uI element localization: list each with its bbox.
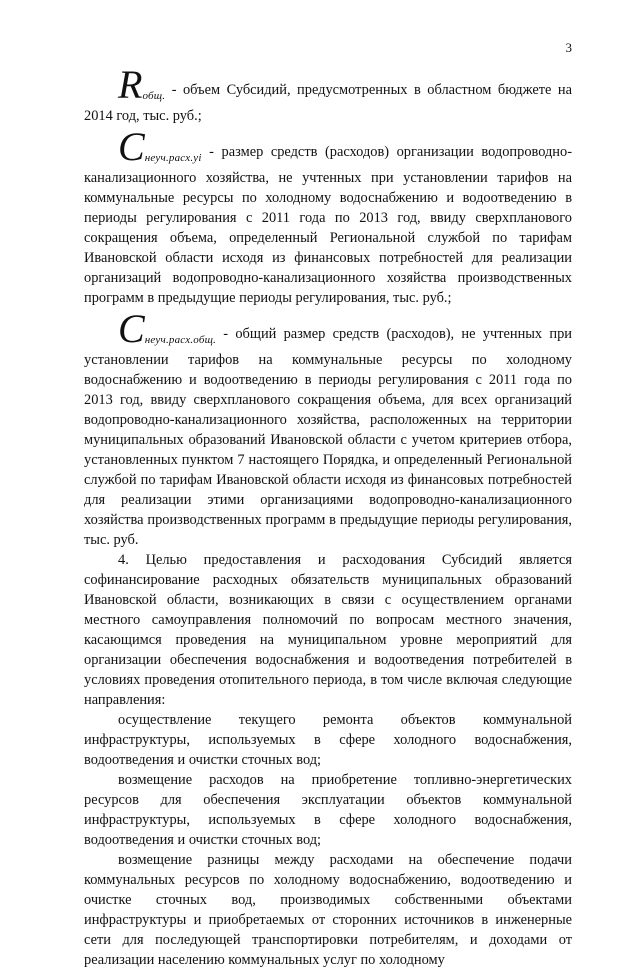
formula-variable xyxy=(118,62,166,107)
variable-subscript: общ. xyxy=(142,90,166,102)
direction-item-difference-compensation: возмещение разницы между расходами на обеспечение подачи коммунальных ресурсов по холодному водоснабжению, водоотведению и очистке сточных вод, производимых собственными объектами инфраструктуры и приобретаемых от сторонних источников в инженерные сети для последующей транспортировки потребителям, и доходами от реализации населению коммунальных услуг по холодному xyxy=(84,852,572,968)
page-number: 3 xyxy=(565,40,572,55)
definition-c-unaccounted-total xyxy=(84,306,572,550)
direction-item-repair: осуществление текущего ремонта объектов коммунальной инфраструктуры, используемых в сфере холодного водоснабжения, водоотведения и очистки сточных вод; xyxy=(84,712,572,768)
definition-text: - размер средств (расходов) организации водопроводно-канализационного хозяйства, не учтенных при установлении тарифов на коммунальные ресурсы по холодному водоснабжению и водоотведению в периоды регулирования с 2011 года по 2013 год, ввиду сверхпланового сокращения объема, определенный Региональной службой по тарифам Ивановской области исходя из финансовых потребностей для реализации организаций водопроводно-канализационного хозяйства производственных программ в предыдущие периоды регулирования, тыс. руб.; xyxy=(84,144,572,306)
paragraph-4-purpose: 4. Целью предоставления и расходования Субсидий является софинансирование расходных обязательств муниципальных образований Ивановской области, возникающих в связи с осуществлением органами местного самоуправления полномочий по вопросам местного значения, касающимся проведения на муниципальном уровне мероприятий для организации обеспечения водоснабжения и водоотведения потребителей в условиях проведения отопительного периода, в том числе включая следующие направления: xyxy=(84,552,572,708)
variable-subscript: неуч.расх.уi xyxy=(144,152,202,164)
formula-variable xyxy=(118,124,202,169)
formula-variable xyxy=(118,306,217,351)
variable-subscript: неуч.расх.общ. xyxy=(144,334,217,346)
direction-item-fuel-compensation: возмещение расходов на приобретение топливно-энергетических ресурсов для обеспечения эксплуатации объектов коммунальной инфраструктуры, используемых в сфере холодного водоснабжения, водоотведения и очистки сточных вод; xyxy=(84,772,572,848)
variable-symbol: R xyxy=(118,62,143,107)
definition-r-total xyxy=(84,62,572,126)
definition-text: - объем Субсидий, предусмотренных в областном бюджете на 2014 год, тыс. руб.; xyxy=(84,82,572,124)
definition-c-unaccounted-org xyxy=(84,124,572,308)
document-body xyxy=(84,62,572,970)
variable-symbol: C xyxy=(118,306,145,351)
variable-symbol: C xyxy=(118,124,145,169)
definition-text: - общий размер средств (расходов), не учтенных при установлении тарифов на коммунальные ресурсы по холодному водоснабжению и водоотведению в периоды регулирования с 2011 года по 2013 год, ввиду сверхпланового сокращения объема, для всех организаций водопроводно-канализационного хозяйства, расположенных на территории муниципальных образований Ивановской области с учетом критериев отбора, установленных пунктом 7 настоящего Порядка, и определенный Региональной службой по тарифам Ивановской области исходя из финансовых потребностей для реализации этими организациями водопроводно-канализационного хозяйства производственных программ в предыдущие периоды регулирования, тыс. руб. xyxy=(84,326,572,548)
